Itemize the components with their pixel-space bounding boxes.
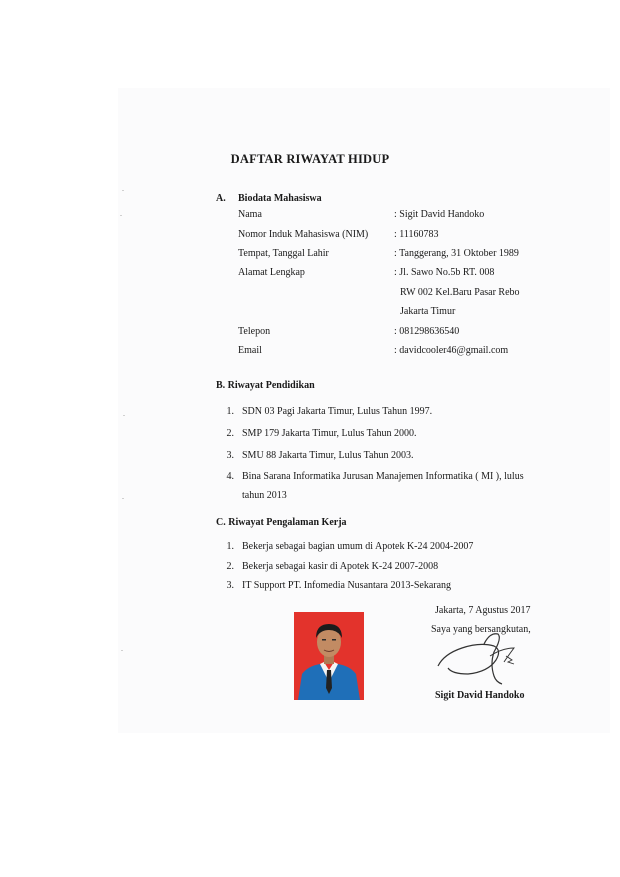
signer-name: Sigit David Handoko (435, 690, 525, 701)
place-date: Jakarta, 7 Agustus 2017 (435, 605, 531, 616)
field-value: : Tanggerang, 31 Oktober 1989 (394, 248, 519, 259)
field-row-phone (238, 326, 459, 337)
field-label: Alamat Lengkap (238, 267, 305, 278)
section-a-title: Biodata Mahasiswa (238, 193, 322, 204)
list-text: SMP 179 Jakarta Timur, Lulus Tahun 2000. (242, 428, 417, 439)
field-label: Email (238, 345, 262, 356)
section-b-heading: B. Riwayat Pendidikan (216, 380, 315, 391)
person-photo-illustration (294, 612, 364, 700)
document-title: DAFTAR RIWAYAT HIDUP (230, 152, 390, 166)
scan-speck (122, 498, 124, 499)
list-text: Bina Sarana Informatika Jurusan Manajemen Informatika ( MI ), lulus (242, 471, 524, 482)
list-number: 4. (226, 471, 234, 482)
field-value: : Jl. Sawo No.5b RT. 008 (394, 267, 495, 278)
handwritten-signature (432, 626, 532, 688)
education-item (220, 450, 414, 461)
field-value: : 11160783 (394, 229, 439, 240)
field-label: Nama (238, 209, 262, 220)
field-value: : 081298636540 (394, 326, 460, 337)
scan-speck (122, 190, 124, 191)
scan-speck (123, 415, 125, 416)
closing-statement: Saya yang bersangkutan, (431, 624, 531, 635)
field-row-name (238, 209, 484, 220)
work-item (220, 580, 451, 591)
list-number: 1. (226, 406, 234, 417)
field-label: Tempat, Tanggal Lahir (238, 248, 329, 259)
list-text: SDN 03 Pagi Jakarta Timur, Lulus Tahun 1997. (242, 406, 433, 417)
scan-speck (120, 215, 122, 216)
list-text: SMU 88 Jakarta Timur, Lulus Tahun 2003. (242, 450, 414, 461)
scan-speck (121, 650, 123, 651)
education-item (220, 428, 416, 439)
field-row-birth (238, 248, 519, 259)
field-label: Telepon (238, 326, 271, 337)
education-item-continuation: tahun 2013 (242, 490, 287, 501)
field-row-address (238, 267, 494, 278)
list-number: 2. (226, 428, 234, 439)
list-number: 3. (226, 580, 234, 591)
field-row-nim (238, 229, 439, 240)
field-value: : davidcooler46@gmail.com (394, 345, 509, 356)
field-label: Nomor Induk Mahasiswa (NIM) (238, 229, 369, 240)
address-line: Jakarta Timur (400, 306, 456, 317)
list-text: Bekerja sebagai kasir di Apotek K-24 2007-2008 (242, 561, 439, 572)
list-number: 3. (226, 450, 234, 461)
work-item (220, 561, 438, 572)
work-item (220, 541, 473, 552)
list-number: 2. (226, 561, 234, 572)
section-a-heading (216, 193, 322, 204)
section-a-letter: A. (216, 193, 226, 204)
list-text: IT Support PT. Infomedia Nusantara 2013-Sekarang (242, 580, 452, 591)
profile-photo (294, 612, 364, 700)
list-text: Bekerja sebagai bagian umum di Apotek K-24 2004-2007 (242, 541, 474, 552)
education-item (220, 406, 432, 417)
field-value: : Sigit David Handoko (394, 209, 485, 220)
list-number: 1. (226, 541, 234, 552)
address-line: RW 002 Kel.Baru Pasar Rebo (400, 287, 520, 298)
education-item (220, 471, 524, 482)
section-c-heading: C. Riwayat Pengalaman Kerja (216, 517, 347, 528)
field-row-email (238, 345, 508, 356)
